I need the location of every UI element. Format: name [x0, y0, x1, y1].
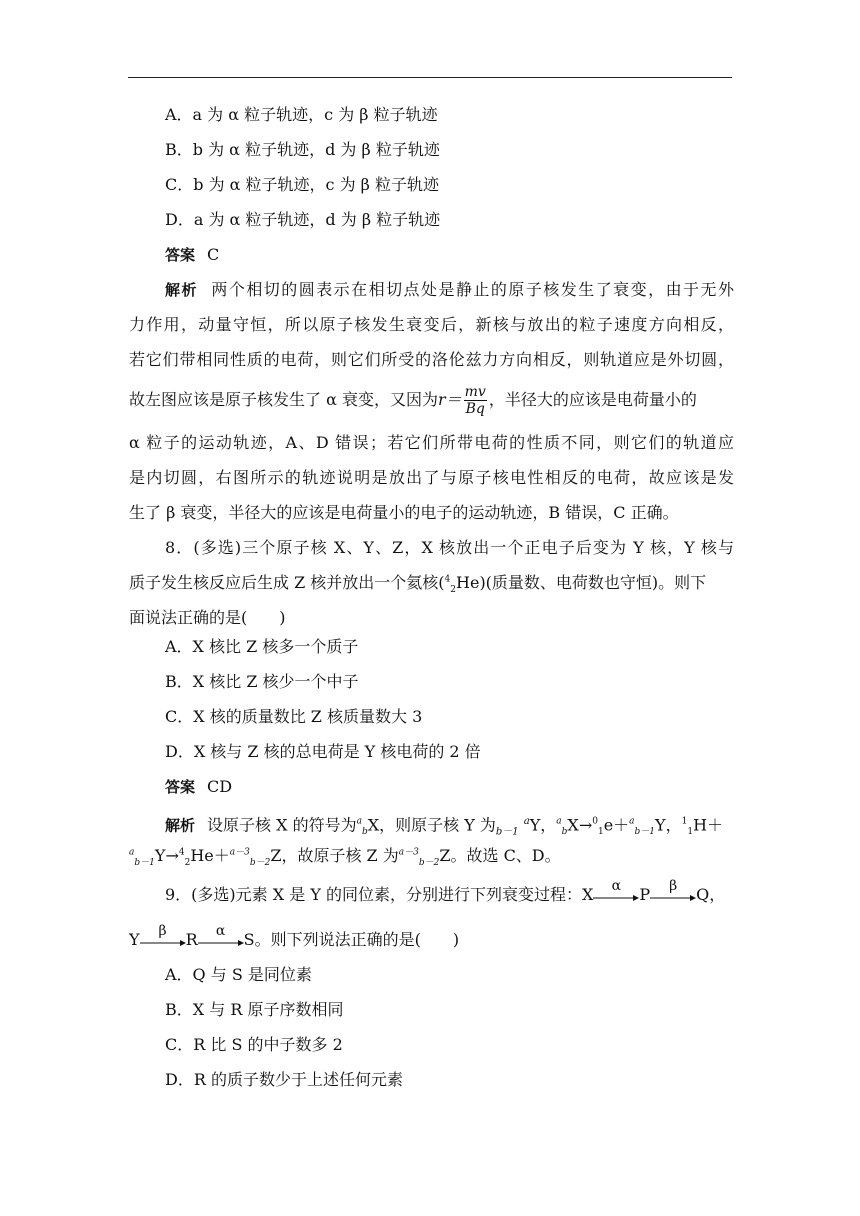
q7-option-c: C．b 为 α 粒子轨迹，c 为 β 粒子轨迹	[165, 175, 440, 194]
q8-analysis-line1: 解析 设原子核 X 的符号为$^a_b$X，则原子核 Y 为$_{b-1}$ $^a$Y，$^a_b$X→$^0_1$e＋$^a_{b-1}$Y，$^1_1$H＋	[165, 815, 724, 838]
q8-answer	[165, 776, 232, 798]
q7-analysis-line1: 解析 两个相切的圆表示在相切点处是静止的原子核发生了衰变，由于无外	[165, 280, 734, 299]
q8-option-b: B．X 核比 Z 核少一个中子	[165, 672, 359, 691]
q9-option-d: D．R 的质子数少于上述任何元素	[165, 1070, 403, 1089]
reaction-arrow: β	[650, 884, 696, 906]
q9-stem-line1: 9．(多选)元素 X 是 Y 的同位素，分别进行下列衰变过程：X α P β Q，	[165, 878, 726, 904]
q8-stem-line1: 8．(多选)三个原子核 X、Y、Z，X 核放出一个正电子后变为 Y 核，Y 核与	[165, 538, 734, 557]
q9-stem-line2: Y β R α S。则下列说法正确的是( )	[129, 923, 460, 949]
q7-answer	[165, 244, 219, 266]
header-rule	[128, 77, 732, 78]
reaction-arrow: β	[140, 929, 186, 951]
q7-option-b: B．b 为 α 粒子轨迹，d 为 β 粒子轨迹	[165, 140, 440, 159]
answer-label: 答案	[165, 246, 196, 264]
formula-lhs: r＝	[437, 390, 462, 409]
q8-option-a: A．X 核比 Z 核多一个质子	[165, 637, 359, 656]
q8-option-c: C．X 核的质量数比 Z 核质量数大 3	[165, 707, 423, 726]
q8-option-d: D．X 核与 Z 核的总电荷是 Y 核电荷的 2 倍	[165, 742, 481, 761]
q7-analysis-line5: α 粒子的运动轨迹，A、D 错误；若它们所带电荷的性质不同，则它们的轨道应	[129, 433, 734, 452]
q7-analysis-line7: 生了 β 衰变，半径大的应该是电荷量小的电子的运动轨迹，B 错误，C 正确。	[129, 503, 679, 522]
q9-option-c: C．R 比 S 的中子数多 2	[165, 1035, 343, 1054]
q7-analysis-line3: 若它们带相同性质的电荷，则它们所受的洛伦兹力方向相反，则轨道应是外切圆，	[129, 350, 734, 369]
q7-analysis-line6: 是内切圆，右图所示的轨迹说明是放出了与原子核电性相反的电荷，故应该是发	[129, 468, 734, 487]
q9-option-a: A．Q 与 S 是同位素	[165, 965, 312, 984]
q7-option-d: D．a 为 α 粒子轨迹，d 为 β 粒子轨迹	[165, 210, 441, 229]
q8-analysis-line2: $^a_{b-1}$Y→$^4_2$He＋$^{a-3}_{b-2}$Z，故原子核 Z 为$^{a-3}_{b-2}$Z。故选 C、D。	[129, 846, 561, 869]
q8-stem-line2: 质子发生核反应后生成 Z 核并放出一个氦核($^4_2$He)(质量数、电荷数也守恒)。则下	[129, 573, 707, 596]
analysis-label: 解析	[165, 281, 198, 299]
q7-option-a: A．a 为 α 粒子轨迹，c 为 β 粒子轨迹	[165, 105, 438, 124]
q8-stem-line3: 面说法正确的是( )	[129, 608, 286, 627]
answer-value: CD	[207, 777, 233, 796]
answer-value: C	[207, 245, 220, 264]
analysis-label: 解析	[165, 816, 196, 835]
q7-analysis-line4: 故左图应该是原子核发生了 α 衰变，又因为r＝ $\frac{mv}{Bq}$ ，半径大的应该是电荷量小的	[129, 384, 697, 417]
reaction-arrow: α	[593, 884, 639, 906]
formula-fraction: $\frac{mv}{Bq}$	[464, 384, 486, 417]
answer-label: 答案	[165, 778, 196, 796]
q7-analysis-line2: 力作用，动量守恒，所以原子核发生衰变后，新核与放出的粒子速度方向相反，	[129, 315, 734, 334]
reaction-arrow: α	[198, 929, 244, 951]
q9-option-b: B．X 与 R 原子序数相同	[165, 1000, 344, 1019]
